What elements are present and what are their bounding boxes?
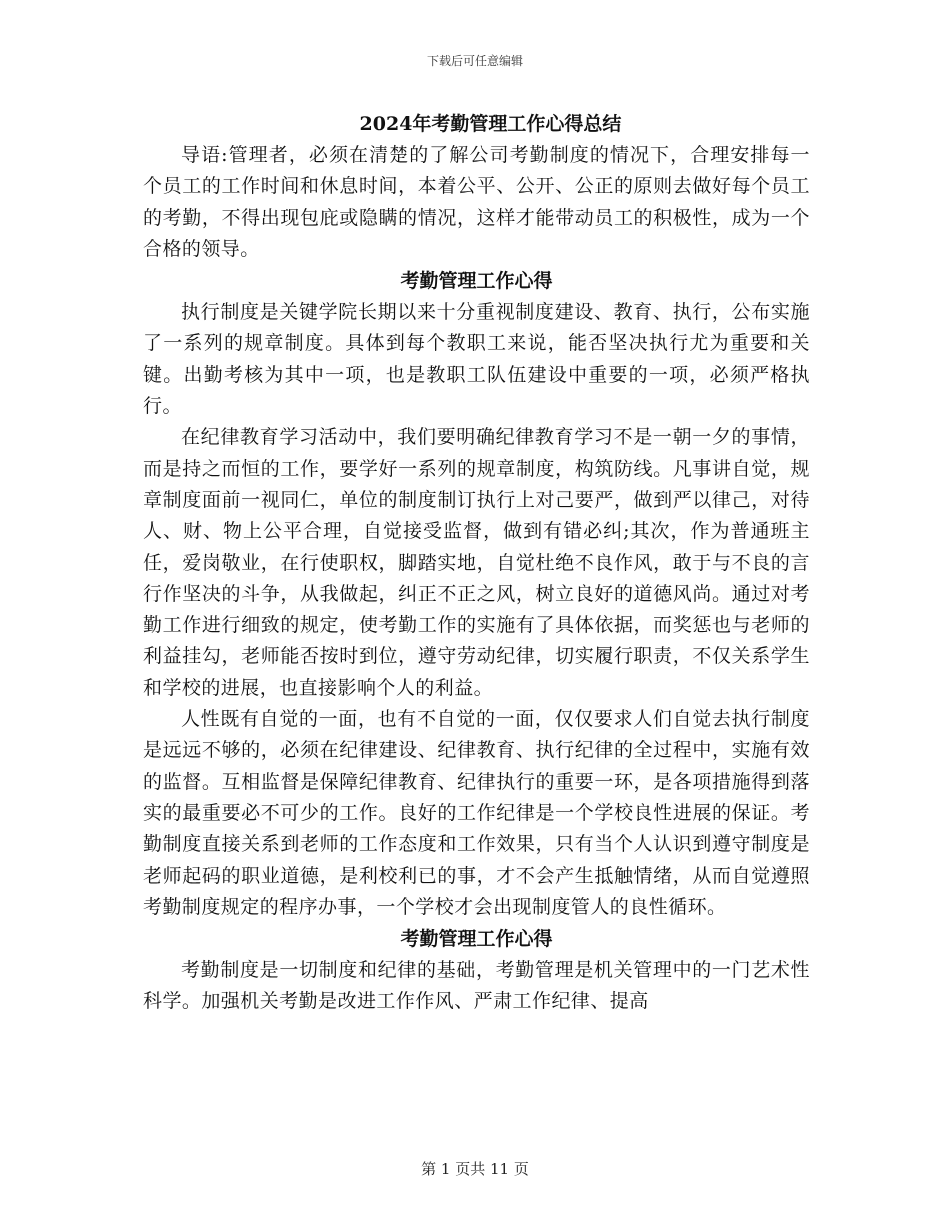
document-body [143,108,810,1018]
body-paragraph: 在纪律教育学习活动中，我们要明确纪律教育学习不是一朝一夕的事情，而是持之而恒的工作，要学好一系列的规章制度，构筑防线。凡事讲自觉，规章制度面前一视同仁，单位的制度制订执行上对己要严，做到严以律己，对待人、财、物上公平合理，自觉接受监督，做到有错必纠;其次，作为普通班主任，爱岗敬业，在行使职权，脚踏实地，自觉杜绝不良作风，敢于与不良的言行作坚决的斗争，从我做起，纠正不正之风，树立良好的道德风尚。通过对考勤工作进行细致的规定，使考勤工作的实施有了具体依据，而奖惩也与老师的利益挂勾，老师能否按时到位，遵守劳动纪律，切实履行职责，不仅关系学生和学校的进展，也直接影响个人的利益。 [143,426,810,699]
body-paragraph: 执行制度是关键学院长期以来十分重视制度建设、教育、执行，公布实施了一系列的规章制度。具体到每个教职工来说，能否坚决执行尤为重要和关键。出勤考核为其中一项，也是教职工队伍建设中重要的一项，必须严格执行。 [143,301,810,418]
intro-paragraph: 导语:管理者，必须在清楚的了解公司考勤制度的情况下，合理安排每一个员工的工作时间和休息时间，本着公平、公开、公正的原则去做好每个员工的考勤，不得出现包庇或隐瞒的情况，这样才能带动员工的积极性，成为一个合格的领导。 [143,144,810,260]
header-note: 下载后可任意编辑 [426,54,523,68]
body-paragraph: 考勤制度是一切制度和纪律的基础，考勤管理是机关管理中的一门艺术性科学。加强机关考勤是改进工作作风、严肃工作纪律、提高 [143,959,810,1013]
section-heading-1: 考勤管理工作心得 [400,270,553,293]
document-title: 2024年考勤管理工作心得总结 [359,113,622,135]
body-paragraph: 人性既有自觉的一面，也有不自觉的一面，仅仅要求人们自觉去执行制度是远远不够的，必须在纪律建设、纪律教育、执行纪律的全过程中，实施有效的监督。互相监督是保障纪律教育、纪律执行的重要一环，是各项措施得到落实的最重要必不可少的工作。良好的工作纪律是一个学校良性进展的保证。考勤制度直接关系到老师的工作态度和工作效果，只有当个人认识到遵守制度是老师起码的职业道德，是利校利已的事，才不会产生抵触情绪，从而自觉遵照考勤制度规定的程序办事，一个学校才会出现制度管人的良性循环。 [143,708,810,918]
section-heading-2: 考勤管理工作心得 [400,928,553,951]
page-number: 第 1 页共 11 页 [421,1160,529,1178]
